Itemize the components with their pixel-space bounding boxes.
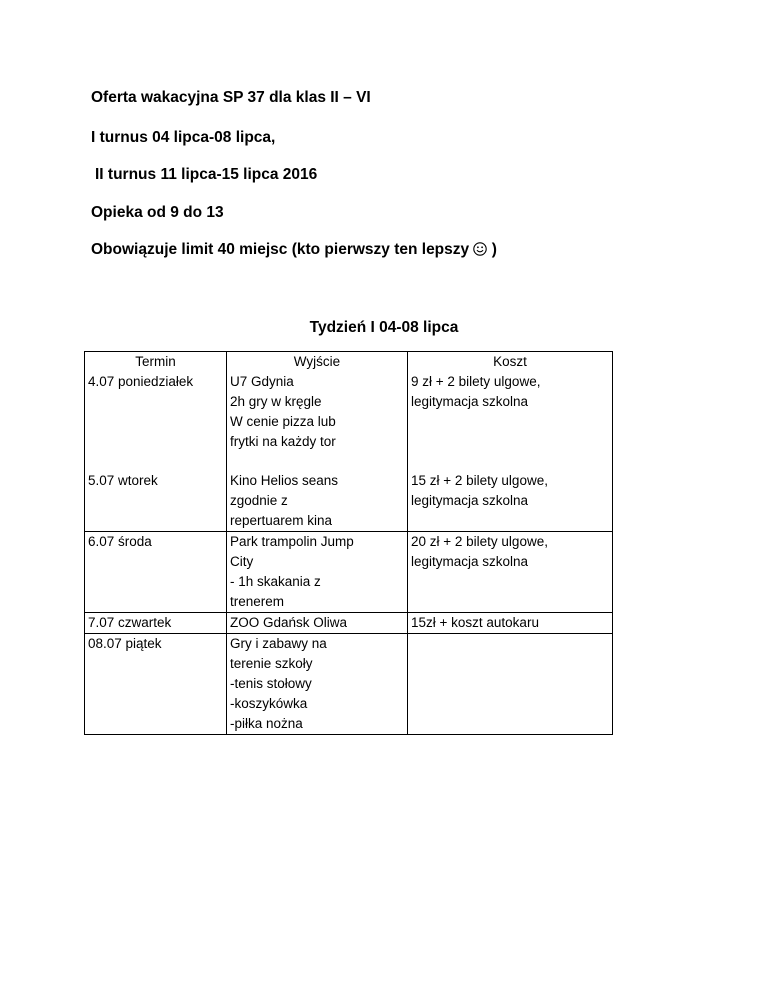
koszt-line: 15 zł + 2 bilety ulgowe, <box>411 473 548 488</box>
termin-cell <box>85 352 227 453</box>
limit-notice-text: Obowiązuje limit 40 miejsc (kto pierwszy ten lepszy <box>91 241 470 258</box>
wyjscie-header: Wyjście <box>293 354 341 369</box>
wyjscie-cell <box>227 532 408 613</box>
table-row <box>85 613 613 634</box>
termin-cell <box>85 613 227 634</box>
termin-value: 5.07 wtorek <box>88 473 158 488</box>
koszt-line: legitymacja szkolna <box>411 394 529 409</box>
wyjscie-line: repertuarem kina <box>230 513 333 528</box>
wyjscie-line: -tenis stołowy <box>230 676 312 691</box>
termin-value: 4.07 poniedziałek <box>88 374 194 389</box>
termin-header: Termin <box>135 354 176 369</box>
koszt-line: legitymacja szkolna <box>411 493 529 508</box>
termin-cell <box>85 452 227 532</box>
wyjscie-line: W cenie pizza lub <box>230 414 336 429</box>
koszt-line: legitymacja szkolna <box>411 554 529 569</box>
schedule-table <box>84 351 613 735</box>
termin-value: 08.07 piątek <box>88 636 162 651</box>
limit-notice-close: ) <box>491 241 497 258</box>
wyjscie-line: Gry i zabawy na <box>230 636 327 651</box>
care-hours: Opieka od 9 do 13 <box>91 204 224 221</box>
wyjscie-line: Park trampolin Jump <box>230 534 354 549</box>
turn-1-dates: I turnus 04 lipca-08 lipca, <box>91 129 276 146</box>
koszt-cell <box>408 452 613 532</box>
wyjscie-line: terenie szkoły <box>230 656 313 671</box>
wyjscie-cell <box>227 452 408 532</box>
koszt-header: Koszt <box>493 354 527 369</box>
koszt-cell <box>408 352 613 453</box>
wyjscie-line: frytki na każdy tor <box>230 434 336 449</box>
wyjscie-line: zgodnie z <box>230 493 288 508</box>
wyjscie-line: -koszykówka <box>230 696 308 711</box>
smiley-icon <box>473 242 487 256</box>
wyjscie-cell <box>227 634 408 735</box>
koszt-line: 15zł + koszt autokaru <box>411 615 539 630</box>
wyjscie-line: City <box>230 554 254 569</box>
termin-value: 7.07 czwartek <box>88 615 172 630</box>
koszt-cell <box>408 634 613 735</box>
koszt-line: 20 zł + 2 bilety ulgowe, <box>411 534 548 549</box>
koszt-cell <box>408 532 613 613</box>
turn-2-dates: II turnus 11 lipca-15 lipca 2016 <box>95 166 318 183</box>
wyjscie-line: trenerem <box>230 594 285 609</box>
wyjscie-line: - 1h skakania z <box>230 574 321 589</box>
termin-cell <box>85 532 227 613</box>
wyjscie-line: Kino Helios seans <box>230 473 339 488</box>
wyjscie-line: U7 Gdynia <box>230 374 294 389</box>
wyjscie-cell <box>227 613 408 634</box>
table-row <box>85 532 613 613</box>
wyjscie-cell <box>227 352 408 453</box>
koszt-cell <box>408 613 613 634</box>
limit-notice <box>91 240 497 260</box>
table-row <box>85 452 613 532</box>
termin-cell <box>85 634 227 735</box>
table-row <box>85 634 613 735</box>
wyjscie-line: ZOO Gdańsk Oliwa <box>230 615 348 630</box>
wyjscie-line: -piłka nożna <box>230 716 303 731</box>
table-row <box>85 352 613 453</box>
koszt-line: 9 zł + 2 bilety ulgowe, <box>411 374 541 389</box>
wyjscie-line: 2h gry w kręgle <box>230 394 322 409</box>
offer-title: Oferta wakacyjna SP 37 dla klas II – VI <box>91 89 371 106</box>
week-title: Tydzień I 04-08 lipca <box>309 319 459 336</box>
termin-value: 6.07 środa <box>88 534 152 549</box>
